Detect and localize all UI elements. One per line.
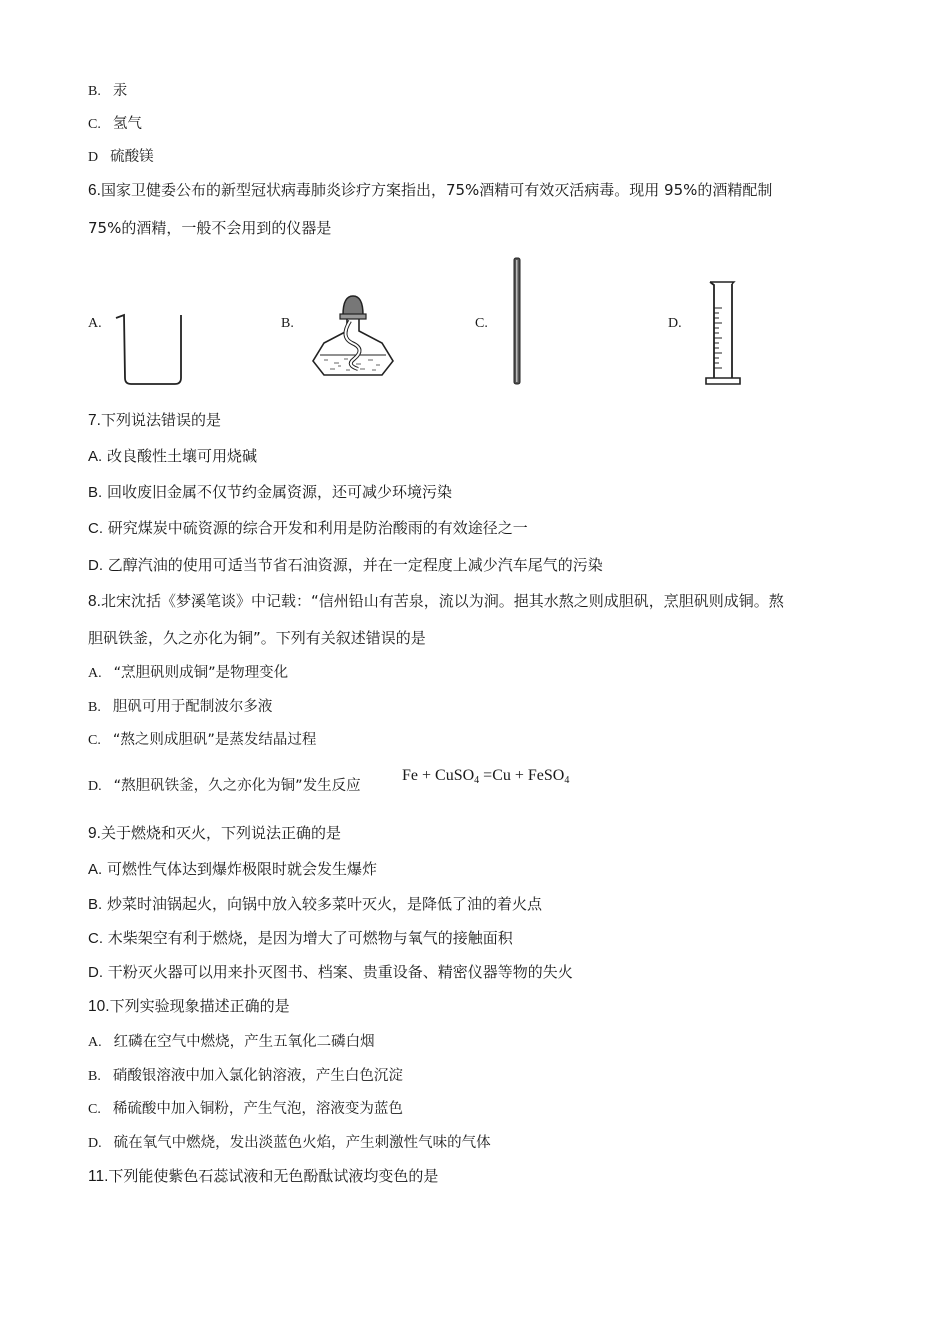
q6-stem-line2: 75%的酒精，一般不会用到的仪器是 bbox=[88, 219, 332, 237]
q9-option-b: B. 炒菜时油锅起火，向锅中放入较多菜叶灭火，是降低了油的着火点 bbox=[88, 895, 542, 913]
q10-stem: 10.下列实验现象描述正确的是 bbox=[88, 997, 290, 1015]
q7-option-a: A. 改良酸性土壤可用烧碱 bbox=[88, 447, 257, 465]
q7-option-c: C. 研究煤炭中硫资源的综合开发和利用是防治酸雨的有效途径之一 bbox=[88, 519, 528, 537]
q8-stem-line1: 8.北宋沈括《梦溪笔谈》中记载：“信州铅山有苦泉，流以为涧。挹其水熬之则成胆矾，烹胆矾则成铜。熬 bbox=[88, 592, 784, 610]
q7-option-b: B. 回收废旧金属不仅节约金属资源，还可减少环境污染 bbox=[88, 483, 452, 501]
q8-equation: Fe + CuSO$_4$ =Cu + FeSO$_4$ bbox=[402, 767, 570, 786]
q8-option-b: B. 胆矾可用于配制波尔多液 bbox=[88, 699, 273, 715]
q6-option-d-label: D. bbox=[668, 316, 682, 331]
q7-option-d: D. 乙醇汽油的使用可适当节省石油资源，并在一定程度上减少汽车尾气的污染 bbox=[88, 556, 603, 574]
q8-option-c: C. “熬之则成胆矾”是蒸发结晶过程 bbox=[88, 732, 317, 748]
q9-option-d: D. 干粉灭火器可以用来扑灭图书、档案、贵重设备、精密仪器等物的失火 bbox=[88, 963, 573, 981]
beaker-icon bbox=[112, 306, 188, 388]
q10-option-a: A. 红磷在空气中燃烧，产生五氧化二磷白烟 bbox=[88, 1034, 375, 1050]
q9-option-c: C. 木柴架空有利于燃烧，是因为增大了可燃物与氧气的接触面积 bbox=[88, 929, 513, 947]
q10-option-b: B. 硝酸银溶液中加入氯化钠溶液，产生白色沉淀 bbox=[88, 1068, 403, 1084]
glass-rod-icon bbox=[511, 257, 523, 386]
q5-option-c: C. 氢气 bbox=[88, 116, 142, 132]
alcohol-lamp-icon bbox=[310, 293, 396, 385]
q8-option-d: D. “熬胆矾铁釜，久之亦化为铜”发生反应 bbox=[88, 778, 361, 794]
q11-stem: 11.下列能使紫色石蕊试液和无色酚酞试液均变色的是 bbox=[88, 1167, 439, 1185]
q9-option-a: A. 可燃性气体达到爆炸极限时就会发生爆炸 bbox=[88, 860, 377, 878]
q6-stem-line1: 6.国家卫健委公布的新型冠状病毒肺炎诊疗方案指出，75%酒精可有效灭活病毒。现用 95%的酒精配制 bbox=[88, 181, 773, 199]
q5-option-b: B. 汞 bbox=[88, 83, 128, 99]
graduated-cylinder-icon bbox=[700, 278, 748, 390]
q10-option-d: D. 硫在氧气中燃烧，发出淡蓝色火焰，产生刺激性气味的气体 bbox=[88, 1135, 491, 1151]
q10-option-c: C. 稀硫酸中加入铜粉，产生气泡，溶液变为蓝色 bbox=[88, 1101, 403, 1117]
q9-stem: 9.关于燃烧和灭火，下列说法正确的是 bbox=[88, 824, 341, 842]
q7-stem: 7.下列说法错误的是 bbox=[88, 411, 221, 429]
q8-stem-line2: 胆矾铁釜，久之亦化为铜”。下列有关叙述错误的是 bbox=[88, 629, 426, 647]
q5-option-d: D 硫酸镁 bbox=[88, 149, 154, 165]
q6-option-c-label: C. bbox=[475, 316, 488, 331]
q6-option-b-label: B. bbox=[281, 316, 294, 331]
q6-option-a-label: A. bbox=[88, 316, 102, 331]
q8-option-a: A. “烹胆矾则成铜”是物理变化 bbox=[88, 665, 289, 681]
